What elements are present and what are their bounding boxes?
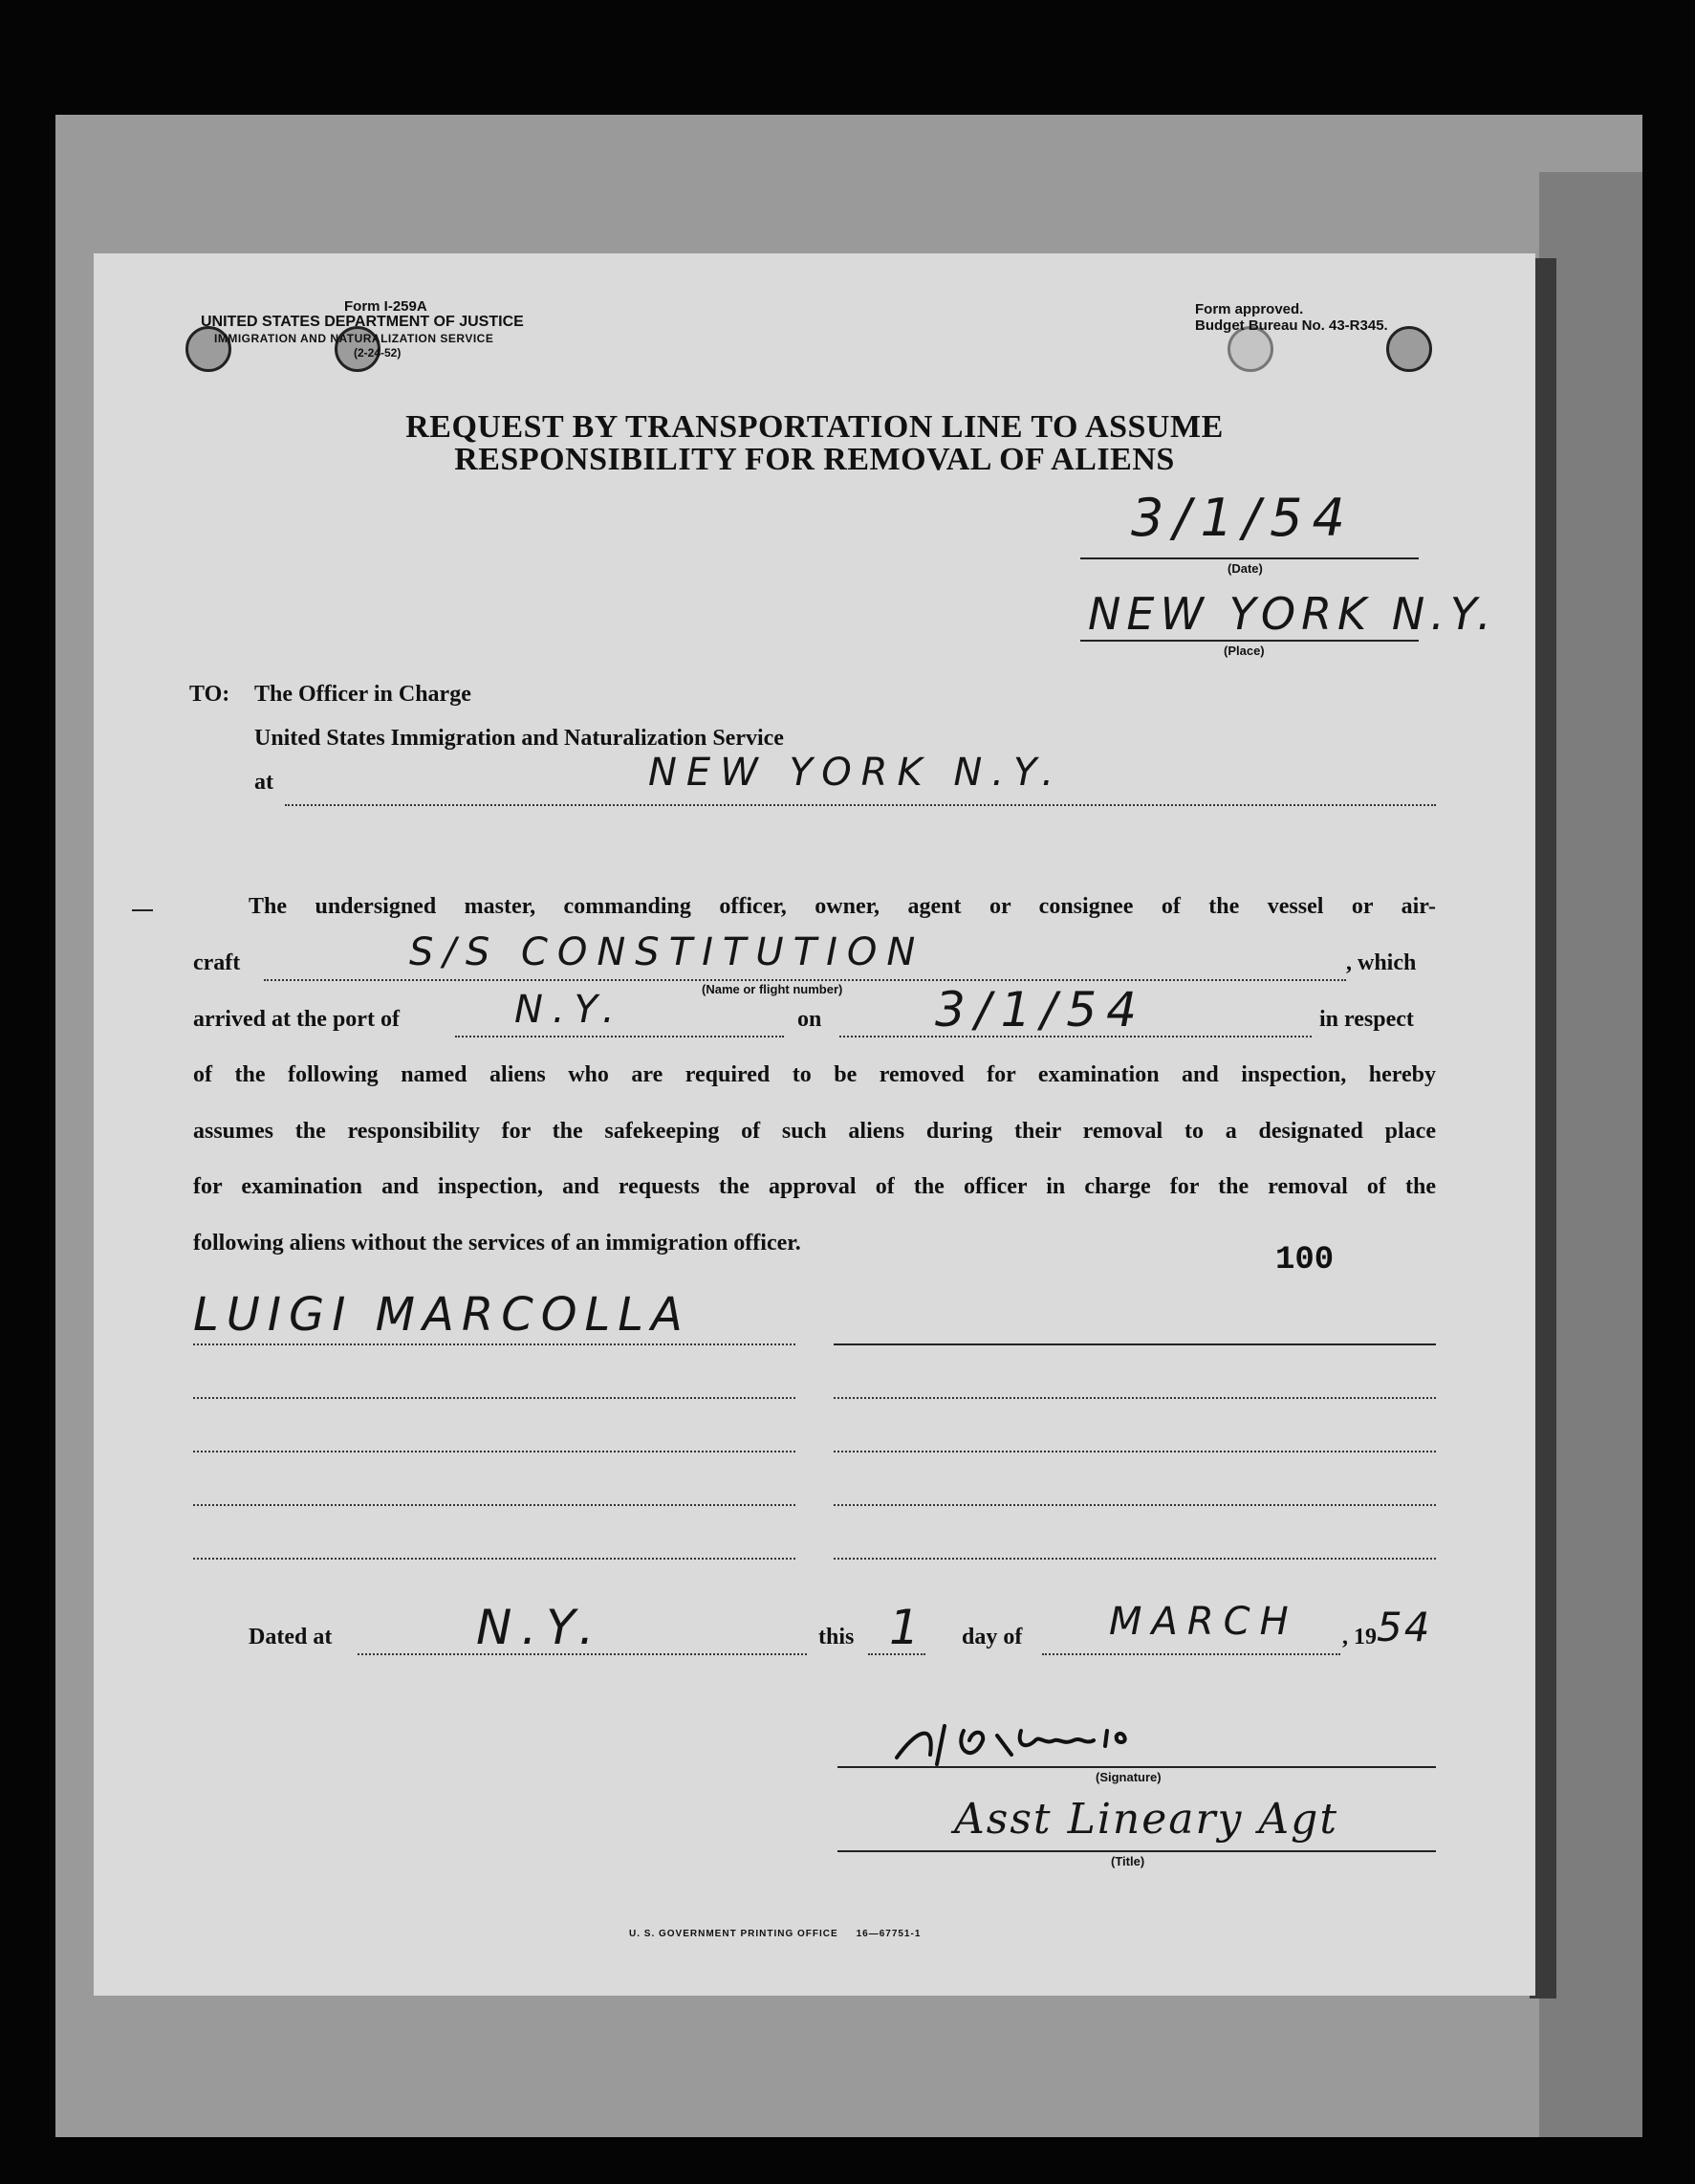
signature-line [837, 1766, 1436, 1768]
craft-line [264, 979, 1346, 981]
form-number: Form I-259A [344, 298, 427, 315]
date-caption: (Date) [1228, 561, 1263, 576]
punch-hole-icon [1386, 326, 1432, 372]
port-value: N.Y. [514, 988, 624, 1032]
year-prefix: , 19 [1342, 1625, 1377, 1649]
department-name: UNITED STATES DEPARTMENT OF JUSTICE [201, 314, 524, 330]
arrival-date-value: 3/1/54 [935, 982, 1146, 1037]
title-line [837, 1850, 1436, 1852]
alien-line [193, 1558, 795, 1560]
body-line-6: following aliens without the services of an immigration officer. [193, 1231, 801, 1256]
year-value: 54 [1377, 1604, 1432, 1650]
form-edition: (2-24-52) [354, 346, 402, 360]
port-line [455, 1036, 784, 1037]
body-line-5: for examination and inspection, and requests the approval of the officer in charge for the removal of the [193, 1174, 1436, 1199]
place-caption: (Place) [1224, 644, 1265, 658]
form-approval: Form approved. [1195, 301, 1304, 317]
date-line [1080, 557, 1419, 559]
service-name: IMMIGRATION AND NATURALIZATION SERVICE [214, 332, 494, 345]
alien-line [193, 1343, 795, 1345]
alien-name: LUIGI MARCOLLA [193, 1288, 690, 1342]
month-value: MARCH [1109, 1600, 1298, 1644]
body-line-3: of the following named aliens who are required to be removed for examination and inspection, hereby [193, 1062, 1436, 1087]
arrived-label: arrived at the port of [193, 1007, 400, 1032]
stamp-number: 100 [1275, 1242, 1335, 1278]
form-title [94, 411, 1535, 476]
alien-line [834, 1558, 1436, 1560]
alien-line [193, 1451, 795, 1452]
day-value: 1 [889, 1600, 929, 1655]
body-line-4: assumes the responsibility for the safekeeping of such aliens during their removal to a designated place [193, 1119, 1436, 1144]
addressee-service: United States Immigration and Naturalization Service [254, 726, 784, 751]
alien-line [834, 1451, 1436, 1452]
intro-line: The undersigned master, commanding officer, owner, agent or consignee of the vessel or air- [249, 894, 1436, 919]
title-value: Asst Lineary Agt [954, 1795, 1339, 1844]
craft-value: S/S CONSTITUTION [409, 930, 925, 974]
in-respect-label: in respect [1319, 1007, 1414, 1032]
form-sheet [94, 253, 1535, 1996]
form-header-right [1195, 301, 1388, 334]
alien-line [834, 1343, 1436, 1345]
at-value: NEW YORK N.Y. [648, 751, 1064, 795]
dated-place-value: N.Y. [476, 1600, 604, 1655]
alien-line [193, 1397, 795, 1399]
alien-line [834, 1504, 1436, 1506]
addressee-officer: The Officer in Charge [254, 682, 471, 707]
this-label: this [818, 1625, 855, 1649]
to-label: TO: [189, 682, 230, 707]
at-line [285, 804, 1436, 806]
title-line-2: RESPONSIBILITY FOR REMOVAL OF ALIENS [454, 442, 1175, 477]
at-label: at [254, 770, 273, 795]
budget-bureau-number: Budget Bureau No. 43-R345. [1195, 317, 1388, 334]
craft-label: craft [193, 950, 241, 975]
which-label: , which [1346, 950, 1417, 975]
printer-imprint: U. S. GOVERNMENT PRINTING OFFICE 16—67751-1 [629, 1929, 922, 1939]
alien-line [834, 1397, 1436, 1399]
signature-caption: (Signature) [1096, 1770, 1162, 1784]
place-line [1080, 640, 1419, 642]
dated-at-label: Dated at [249, 1625, 333, 1649]
signature-image [878, 1712, 1203, 1779]
title-line-1: REQUEST BY TRANSPORTATION LINE TO ASSUME [405, 409, 1224, 445]
on-label: on [797, 1007, 822, 1032]
margin-dash [132, 909, 153, 911]
place-value: NEW YORK N.Y. [1088, 588, 1497, 640]
date-value: 3/1/54 [1131, 488, 1355, 548]
month-line [1042, 1653, 1340, 1655]
day-of-label: day of [962, 1625, 1023, 1649]
craft-caption: (Name or flight number) [702, 982, 843, 996]
alien-line [193, 1504, 795, 1506]
title-caption: (Title) [1111, 1854, 1145, 1868]
